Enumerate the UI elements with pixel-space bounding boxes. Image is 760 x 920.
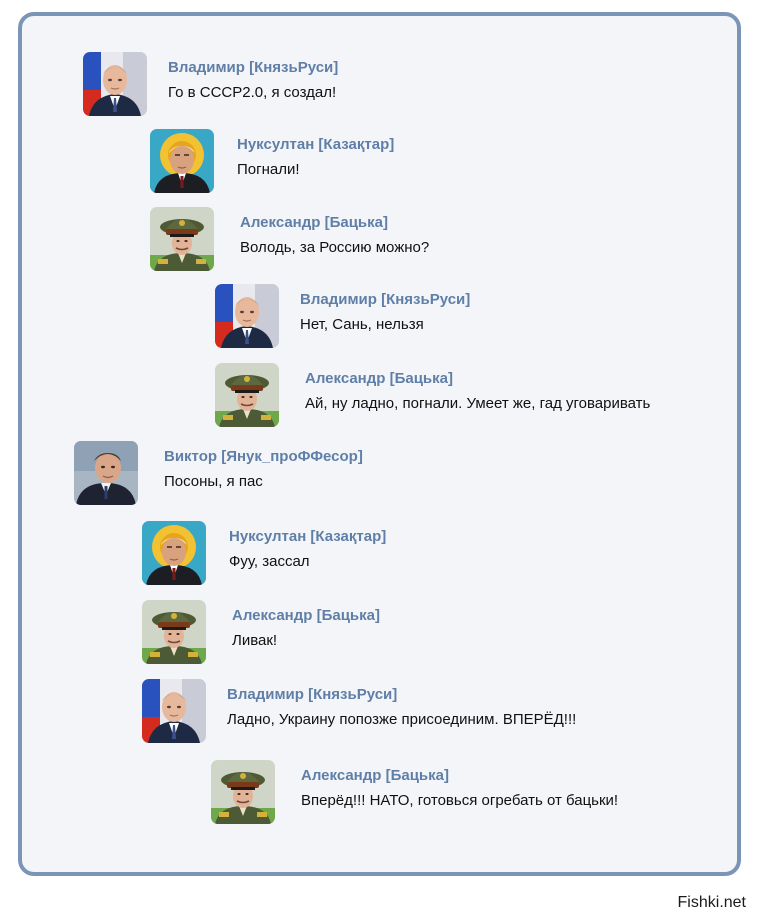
message-author[interactable]: Александр [Бацька]: [232, 607, 381, 624]
message-author[interactable]: Александр [Бацька]: [301, 767, 450, 784]
message-text: Погнали!: [237, 161, 300, 178]
message-text: Ладно, Украину попозже присоединим. ВПЕРЁД!!!: [227, 711, 577, 728]
message-text: Посоны, я пас: [164, 473, 263, 490]
putin-avatar-icon[interactable]: [83, 52, 147, 116]
putin-avatar-icon[interactable]: [215, 284, 279, 348]
putin-avatar-icon[interactable]: [142, 679, 206, 743]
message-text: Володь, за Россию можно?: [240, 239, 430, 256]
nazarbayev-avatar-icon[interactable]: [150, 129, 214, 193]
message-author[interactable]: Александр [Бацька]: [240, 214, 389, 231]
message-author[interactable]: Владимир [КнязьРуси]: [300, 291, 471, 308]
yanukovych-avatar-icon[interactable]: [74, 441, 138, 505]
watermark: Fishki.net: [677, 894, 746, 911]
message-text: Нет, Сань, нельзя: [300, 316, 424, 333]
message-text: Ливак!: [232, 632, 278, 649]
lukashenko-avatar-icon[interactable]: [150, 207, 214, 271]
lukashenko-avatar-icon[interactable]: [142, 600, 206, 664]
message-author[interactable]: Нуксултан [Казақтар]: [229, 528, 387, 545]
message-author[interactable]: Виктор [Янук_проФФесор]: [164, 448, 363, 465]
message-text: Ай, ну ладно, погнали. Умеет же, гад уговаривать: [305, 395, 651, 412]
lukashenko-avatar-icon[interactable]: [215, 363, 279, 427]
message-text: Фуу, зассал: [229, 553, 310, 570]
nazarbayev-avatar-icon[interactable]: [142, 521, 206, 585]
message-author[interactable]: Владимир [КнязьРуси]: [227, 686, 398, 703]
message-text: Вперёд!!! НАТО, готовься огребать от бацьки!: [301, 792, 619, 809]
message-text: Го в СССР2.0, я создал!: [168, 84, 337, 101]
message-author[interactable]: Нуксултан [Казақтар]: [237, 136, 395, 153]
message-author[interactable]: Александр [Бацька]: [305, 370, 454, 387]
lukashenko-avatar-icon[interactable]: [211, 760, 275, 824]
message-author[interactable]: Владимир [КнязьРуси]: [168, 59, 339, 76]
